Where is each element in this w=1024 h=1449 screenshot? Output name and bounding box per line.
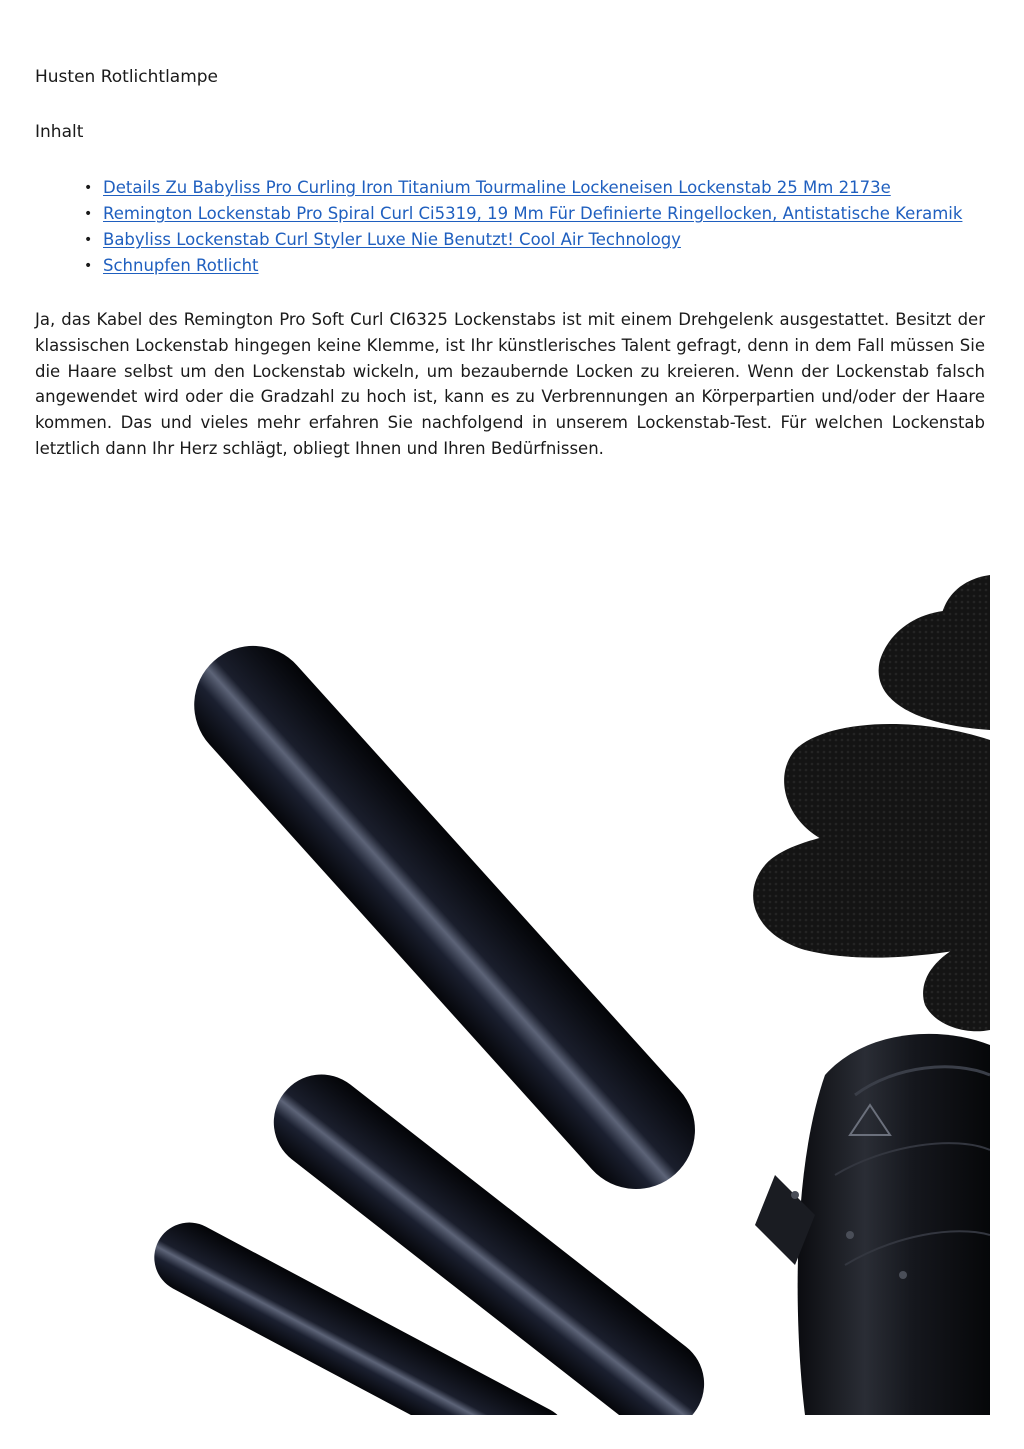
curling-wand-illustration bbox=[35, 575, 990, 1415]
toc-link-schnupfen[interactable]: Schnupfen Rotlicht bbox=[103, 256, 259, 275]
body-paragraph: Ja, das Kabel des Remington Pro Soft Curl CI6325 Lockenstabs ist mit einem Drehgelenk ausgestattet. Besitzt der klassischen Lockenstab hingegen keine Klemme, ist Ihr künstlerisches Talent gefragt, denn in dem Fall müssen Sie die Haare selbst um den Lockenstab wickeln, um bezaubernde Locken zu kreieren. Wenn der Lockenstab falsch angewendet wird oder die Gradzahl zu hoch ist, kann es zu Verbrennungen an Körperpartien und/oder der Haare kommen. Das und vieles mehr erfahren Sie nachfolgend in unserem Lockenstab-Test. Für welchen Lockenstab letztlich dann Ihr Herz schlägt, obliegt Ihnen und Ihren Bedürfnissen. bbox=[35, 310, 985, 458]
table-of-contents bbox=[84, 175, 962, 279]
toc-item bbox=[84, 227, 962, 253]
toc-link-remington[interactable]: Remington Lockenstab Pro Spiral Curl Ci5319, 19 Mm Für Definierte Ringellocken, Antistatische Keramik bbox=[103, 204, 963, 223]
bullet-icon: • bbox=[84, 232, 93, 248]
toc-item bbox=[84, 175, 962, 201]
wand-handle bbox=[755, 1034, 990, 1415]
bullet-icon: • bbox=[84, 258, 93, 274]
curling-wand-large bbox=[170, 622, 719, 1214]
product-image-curling-wands bbox=[35, 575, 990, 1415]
toc-heading: Inhalt bbox=[35, 122, 84, 142]
toc-link-babyliss-pro[interactable]: Details Zu Babyliss Pro Curling Iron Titanium Tourmaline Lockeneisen Lockenstab 25 Mm 2173e bbox=[103, 178, 891, 197]
heat-glove bbox=[753, 575, 990, 1031]
toc-link-babyliss-curl-styler[interactable]: Babyliss Lockenstab Curl Styler Luxe Nie Benutzt! Cool Air Technology bbox=[103, 230, 681, 249]
toc-item bbox=[84, 201, 962, 227]
bullet-icon: • bbox=[84, 206, 93, 222]
bullet-icon: • bbox=[84, 180, 93, 196]
toc-item bbox=[84, 253, 962, 279]
page-title: Husten Rotlichtlampe bbox=[35, 67, 219, 87]
